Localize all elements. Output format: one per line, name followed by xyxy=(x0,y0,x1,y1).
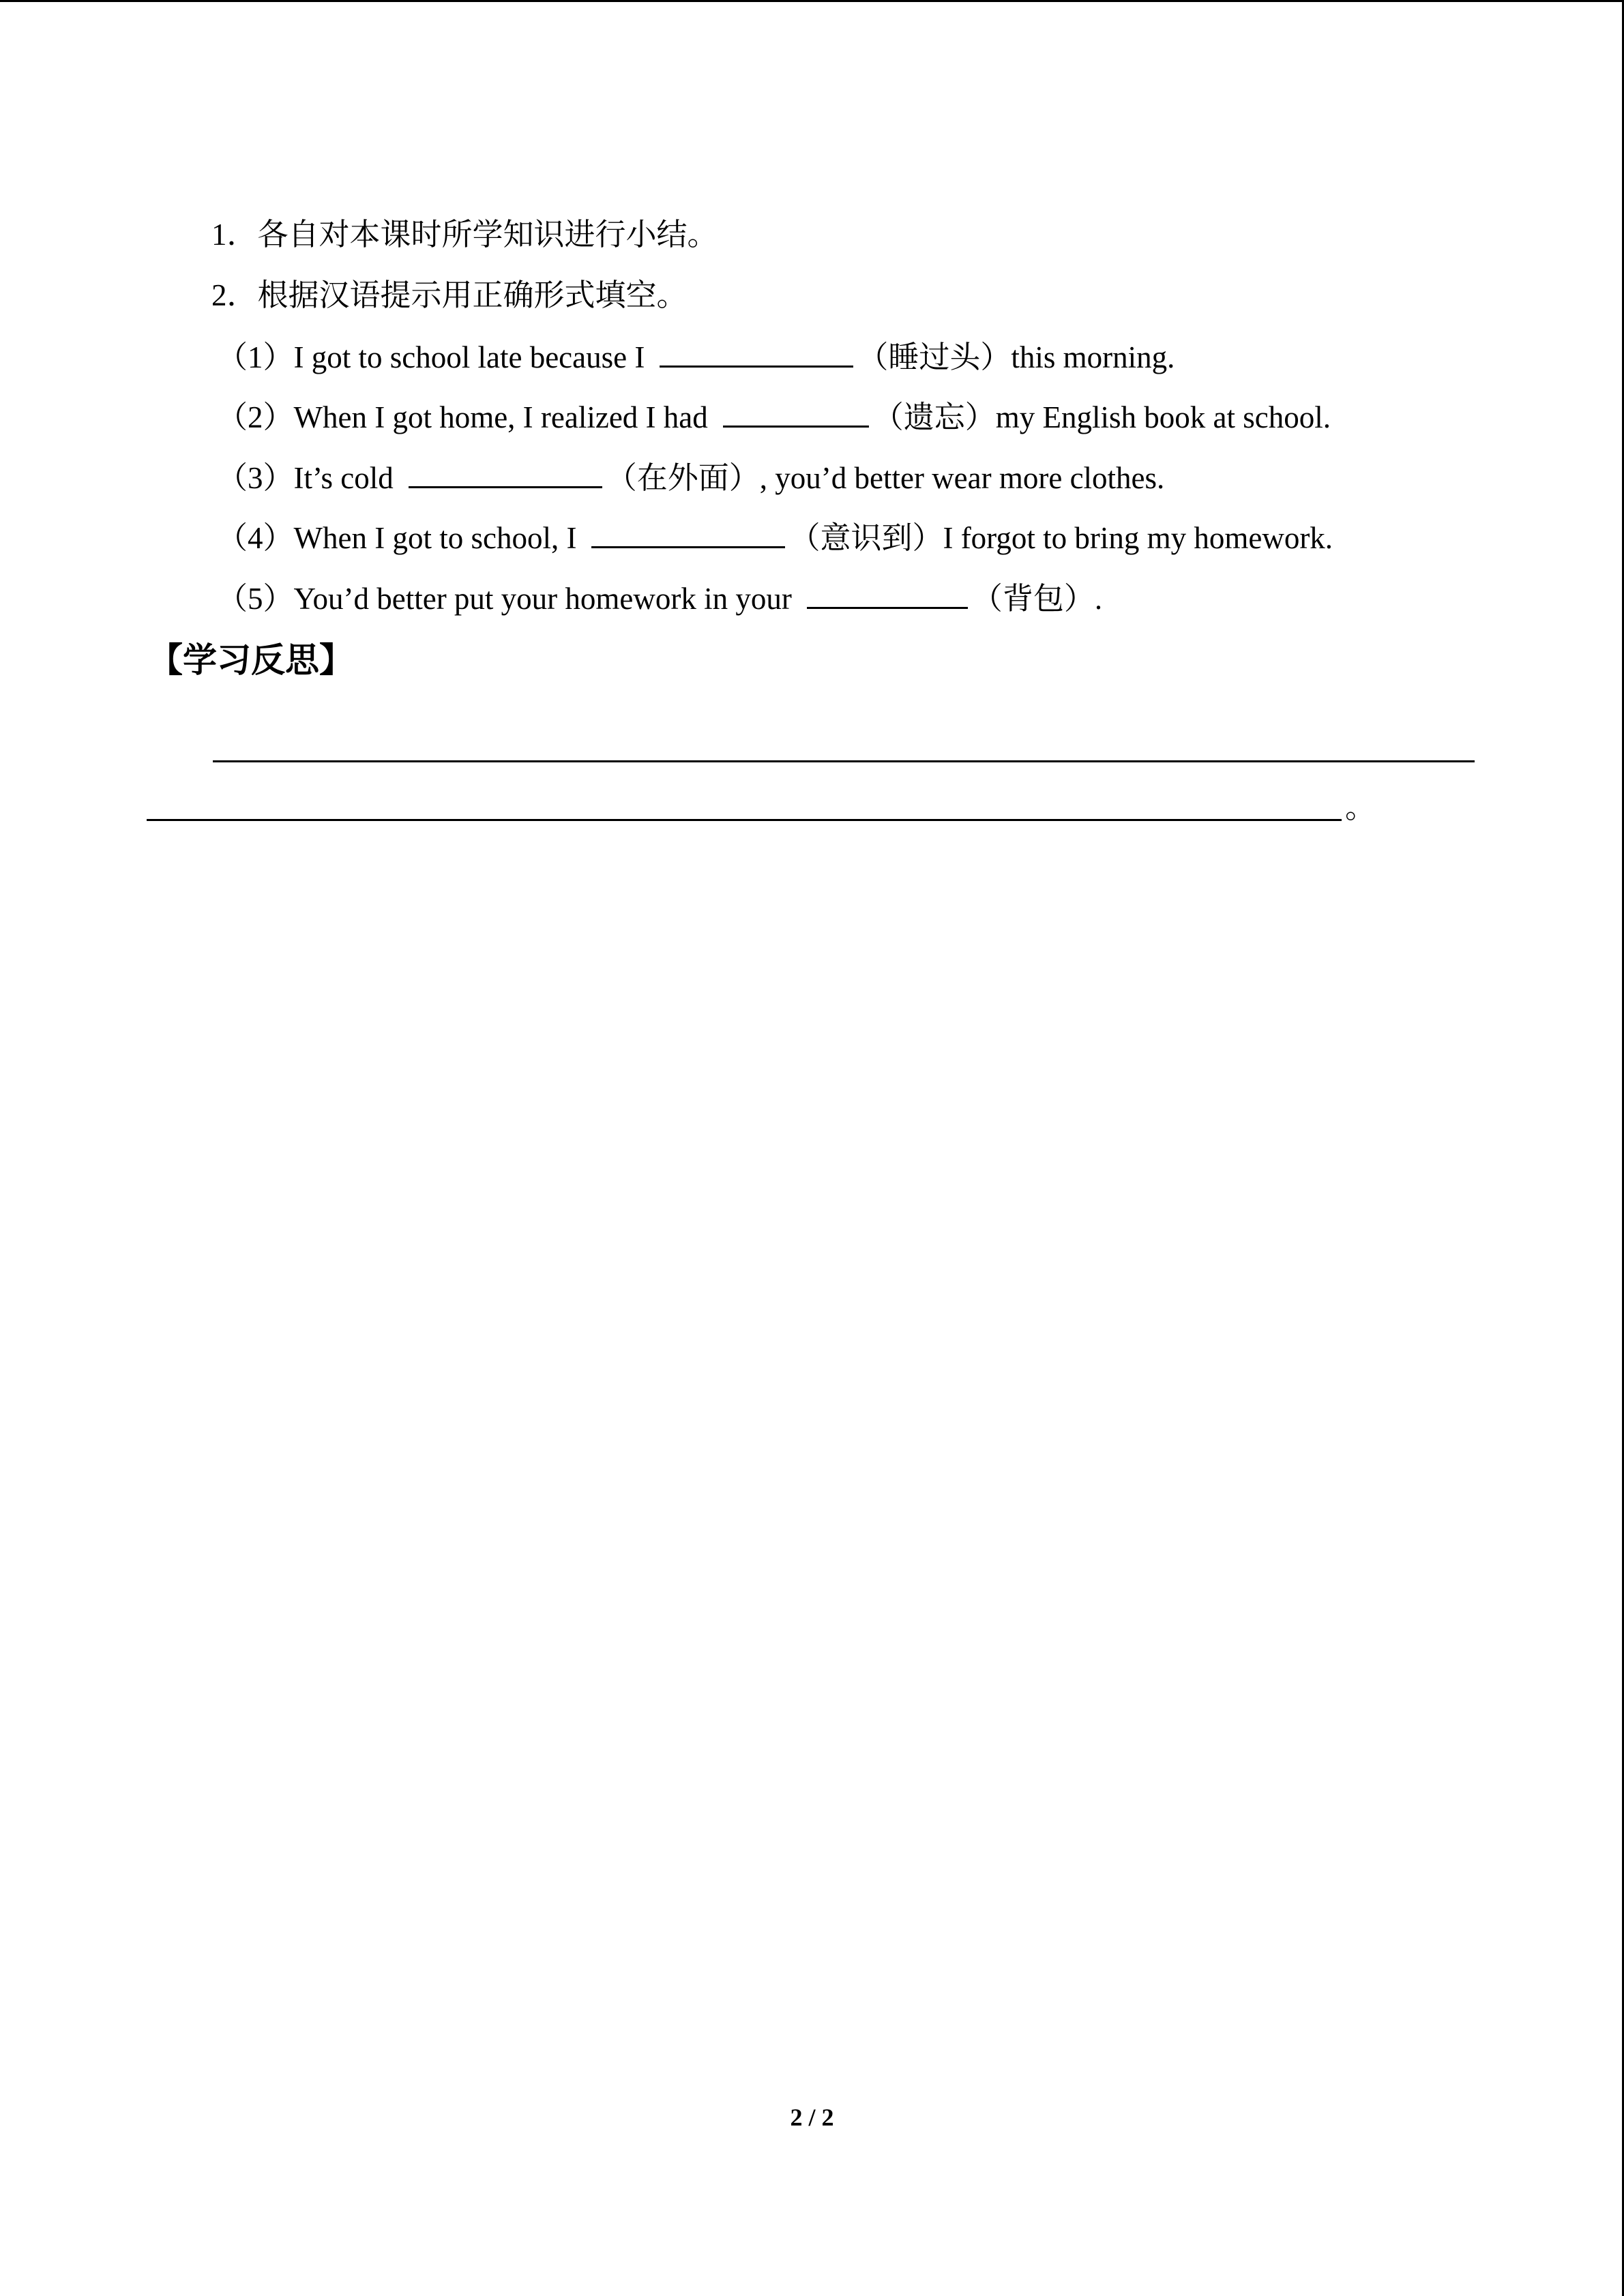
exercise-5-hint: （背包） xyxy=(971,582,1095,616)
exercise-2-text-after: my English book at school. xyxy=(995,400,1331,434)
exercise-3-text-after: , you’d better wear more clothes. xyxy=(759,461,1165,495)
exercise-2 xyxy=(217,396,1331,438)
exercise-3-hint: （在外面） xyxy=(606,461,760,495)
exercise-4 xyxy=(217,516,1333,558)
exercise-2-text-before: When I got home, I realized I had xyxy=(293,400,708,434)
page-top-border xyxy=(0,0,1624,2)
reflection-heading: 【学习反思】 xyxy=(149,640,353,680)
exercise-5-text-after: . xyxy=(1094,582,1103,616)
exercise-3-number: （3） xyxy=(217,461,294,495)
exercise-5-number: （5） xyxy=(217,582,294,616)
exercise-4-text-before: When I got to school, I xyxy=(293,521,577,555)
exercise-1-number: （1） xyxy=(217,340,294,374)
reflection-line-1[interactable] xyxy=(213,760,1475,762)
exercise-4-text-after: I forgot to bring my homework. xyxy=(943,521,1333,555)
exercise-4-blank[interactable] xyxy=(591,516,785,548)
exercise-1-text-after: this morning. xyxy=(1011,340,1175,374)
exercise-5-text-before: You’d better put your homework in your xyxy=(293,582,792,616)
reflection-end-mark: 。 xyxy=(1345,790,1376,824)
exercise-1 xyxy=(217,336,1175,378)
exercise-1-text-before: I got to school late because I xyxy=(293,340,645,374)
exercise-2-number: （2） xyxy=(217,400,294,434)
summary-item-1: 1．各自对本课时所学知识进行小结。 xyxy=(211,218,718,252)
exercise-3-text-before: It’s cold xyxy=(293,461,394,495)
exercise-1-hint: （睡过头） xyxy=(857,340,1012,374)
exercise-5-blank[interactable] xyxy=(807,577,968,609)
summary-item-2: 2．根据汉语提示用正确形式填空。 xyxy=(211,278,688,312)
exercise-1-blank[interactable] xyxy=(660,336,853,368)
exercise-5 xyxy=(217,577,1102,619)
exercise-2-blank[interactable] xyxy=(723,396,869,428)
exercise-4-hint: （意识到） xyxy=(789,521,943,555)
exercise-3 xyxy=(217,456,1164,498)
exercise-4-number: （4） xyxy=(217,521,294,555)
exercise-2-hint: （遗忘） xyxy=(872,400,996,434)
page-number: 2 / 2 xyxy=(790,2104,834,2131)
reflection-line-2[interactable] xyxy=(147,819,1342,821)
exercise-3-blank[interactable] xyxy=(409,456,602,488)
